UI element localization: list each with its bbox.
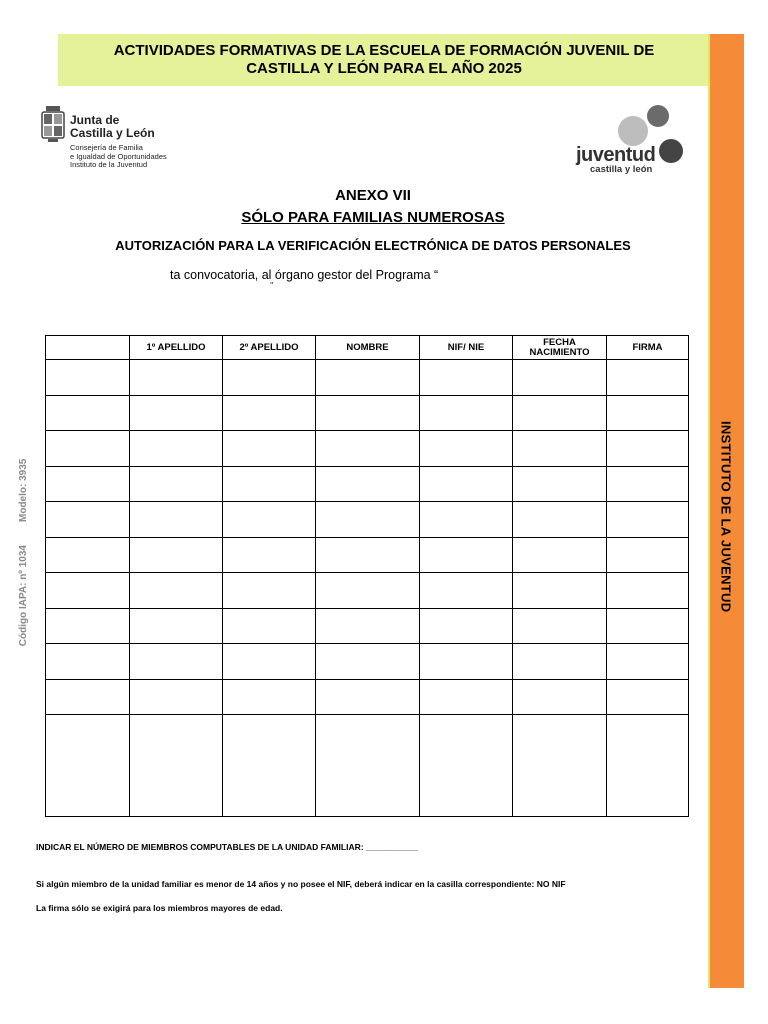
table-cell[interactable] <box>513 466 607 502</box>
table-cell[interactable] <box>316 679 420 715</box>
firma-note: La firma sólo se exigirá para los miembros mayores de edad. <box>36 903 283 913</box>
juventud-sub: castilla y león <box>590 164 653 175</box>
table-cell[interactable] <box>46 573 130 609</box>
header-title-line1: ACTIVIDADES FORMATIVAS DE LA ESCUELA DE FORMACIÓN JUVENIL DE <box>113 42 655 59</box>
table-cell[interactable] <box>223 360 316 396</box>
header-band <box>58 34 710 86</box>
table-cell[interactable] <box>607 715 689 817</box>
table-cell[interactable] <box>420 679 513 715</box>
juventud-logo <box>572 104 690 178</box>
table-cell[interactable] <box>513 608 607 644</box>
juventud-word: juventud <box>576 144 656 166</box>
table-cell[interactable] <box>130 431 223 467</box>
jcyl-sub-line1: Consejería de Familia <box>70 143 143 152</box>
jcyl-title-line1: Junta de <box>70 113 120 127</box>
table-cell[interactable] <box>223 573 316 609</box>
table-cell[interactable] <box>46 644 130 680</box>
members-table <box>45 335 689 817</box>
miembros-note: INDICAR EL NÚMERO DE MIEMBROS COMPUTABLES DE LA UNIDAD FAMILIAR: ___________ <box>36 842 418 852</box>
table-cell[interactable] <box>420 395 513 431</box>
table-row <box>46 537 689 573</box>
table-cell[interactable] <box>420 537 513 573</box>
header-apellido2: 2º APELLIDO <box>223 336 316 360</box>
table-cell[interactable] <box>607 431 689 467</box>
table-cell[interactable] <box>607 395 689 431</box>
table-row <box>46 395 689 431</box>
table-cell[interactable] <box>223 395 316 431</box>
table-cell[interactable] <box>223 466 316 502</box>
jcyl-title-line2: Castilla y León <box>70 126 155 140</box>
table-row <box>46 360 689 396</box>
table-row <box>46 502 689 538</box>
table-row <box>46 608 689 644</box>
table-header-row <box>46 336 689 360</box>
jcyl-subtitle <box>70 144 167 170</box>
crest-icon <box>40 106 66 144</box>
header-nif: NIF/ NIE <box>420 336 513 360</box>
jcyl-logo <box>40 104 200 174</box>
table-cell[interactable] <box>46 608 130 644</box>
menor-note: Si algún miembro de la unidad familiar es menor de 14 años y no posee el NIF, deberá indicar en la casilla correspondiente: NO NIF <box>36 879 566 889</box>
table-cell[interactable] <box>130 466 223 502</box>
table-cell[interactable] <box>46 715 130 817</box>
table-cell[interactable] <box>513 502 607 538</box>
table-cell[interactable] <box>513 644 607 680</box>
table-cell[interactable] <box>223 679 316 715</box>
table-cell[interactable] <box>316 573 420 609</box>
table-cell[interactable] <box>420 715 513 817</box>
table-cell[interactable] <box>513 431 607 467</box>
table-cell[interactable] <box>607 466 689 502</box>
table-cell[interactable] <box>130 395 223 431</box>
jcyl-title <box>70 114 155 140</box>
table-cell[interactable] <box>316 360 420 396</box>
anexo-title: ANEXO VII <box>335 187 411 204</box>
table-cell[interactable] <box>130 715 223 817</box>
side-label: INSTITUTO DE LA JUVENTUD <box>718 421 734 613</box>
table-cell[interactable] <box>46 431 130 467</box>
header-nombre: NOMBRE <box>316 336 420 360</box>
table-cell[interactable] <box>607 679 689 715</box>
codigo-iapa: Código IAPA: nº 1034 <box>17 545 29 647</box>
table-cell[interactable] <box>420 608 513 644</box>
table-row <box>46 573 689 609</box>
header-fecha <box>513 336 607 360</box>
jcyl-sub-line2: e Igualdad de Oportunidades <box>70 151 167 161</box>
header-firma: FIRMA <box>607 336 689 360</box>
table-cell[interactable] <box>420 360 513 396</box>
table-cell[interactable] <box>46 395 130 431</box>
table-cell[interactable] <box>46 360 130 396</box>
table-cell[interactable] <box>607 502 689 538</box>
table-cell[interactable] <box>607 644 689 680</box>
table-cell[interactable] <box>223 502 316 538</box>
table-cell[interactable] <box>223 608 316 644</box>
table-cell[interactable] <box>316 537 420 573</box>
table-row <box>46 466 689 502</box>
table-cell[interactable] <box>420 573 513 609</box>
table-cell[interactable] <box>130 679 223 715</box>
table-cell[interactable] <box>513 715 607 817</box>
table-cell[interactable] <box>223 644 316 680</box>
header-title-line2: CASTILLA Y LEÓN PARA EL AÑO 2025 <box>246 60 522 77</box>
convocatoria-text: ta convocatoria, al órgano gestor del Programa “ <box>170 268 439 282</box>
table-cell[interactable] <box>46 679 130 715</box>
table-cell[interactable] <box>46 466 130 502</box>
table-cell[interactable] <box>316 644 420 680</box>
table-cell[interactable] <box>316 715 420 817</box>
table-cell[interactable] <box>513 395 607 431</box>
table-cell[interactable] <box>223 715 316 817</box>
table-cell[interactable] <box>223 431 316 467</box>
table-cell[interactable] <box>130 573 223 609</box>
autorizacion-title: AUTORIZACIÓN PARA LA VERIFICACIÓN ELECTRÓNICA DE DATOS PERSONALES <box>115 238 631 253</box>
table-cell[interactable] <box>316 502 420 538</box>
header-blank <box>46 336 130 360</box>
table-cell[interactable] <box>316 431 420 467</box>
table-cell[interactable] <box>130 360 223 396</box>
table-cell[interactable] <box>46 502 130 538</box>
table-cell[interactable] <box>513 360 607 396</box>
table-cell[interactable] <box>316 608 420 644</box>
table-cell[interactable] <box>513 679 607 715</box>
table-cell[interactable] <box>607 608 689 644</box>
table-cell[interactable] <box>130 502 223 538</box>
side-label-container <box>708 412 744 622</box>
table-row <box>46 644 689 680</box>
table-cell[interactable] <box>607 573 689 609</box>
table-row <box>46 715 689 817</box>
table-cell[interactable] <box>46 537 130 573</box>
table-cell[interactable] <box>130 644 223 680</box>
table-cell[interactable] <box>316 466 420 502</box>
table-cell[interactable] <box>607 537 689 573</box>
codigo-container <box>16 545 30 665</box>
jcyl-sub-line3: Instituto de la Juventud <box>70 160 148 169</box>
solo-familias-title: SÓLO PARA FAMILIAS NUMEROSAS <box>241 209 505 226</box>
header-apellido1: 1º APELLIDO <box>130 336 223 360</box>
header-fecha-line2: NACIMIENTO <box>529 346 590 358</box>
convocatoria-quote: ” <box>270 281 274 292</box>
table-cell[interactable] <box>223 537 316 573</box>
table-cell[interactable] <box>420 466 513 502</box>
modelo-container <box>16 450 30 522</box>
table-row <box>46 679 689 715</box>
table-cell[interactable] <box>420 502 513 538</box>
table-cell[interactable] <box>130 537 223 573</box>
table-cell[interactable] <box>130 608 223 644</box>
table-cell[interactable] <box>607 360 689 396</box>
table-cell[interactable] <box>513 537 607 573</box>
modelo-code: Modelo: 3935 <box>17 458 29 522</box>
table-cell[interactable] <box>513 573 607 609</box>
table-row <box>46 431 689 467</box>
table-cell[interactable] <box>420 644 513 680</box>
table-cell[interactable] <box>316 395 420 431</box>
table-cell[interactable] <box>420 431 513 467</box>
header-fecha-line1: FECHA <box>543 336 576 348</box>
